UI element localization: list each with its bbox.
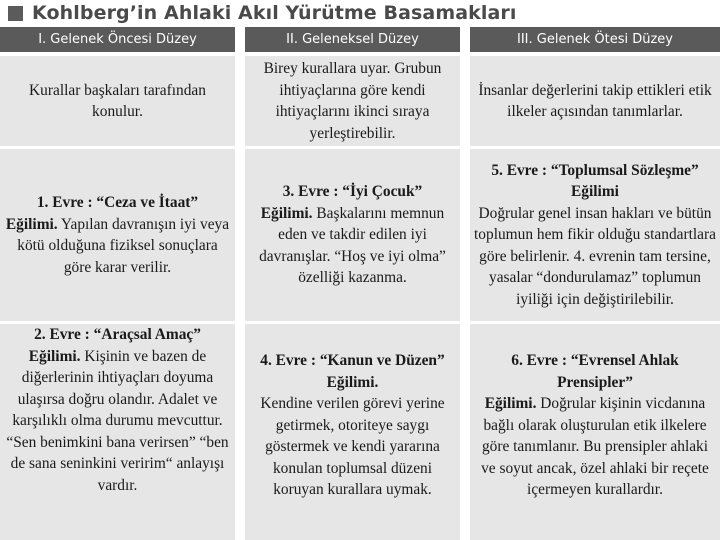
stage3-tendency: Eğilimi. [260, 204, 313, 222]
row1-postconventional-cell [470, 56, 720, 146]
stage3-text: Başkalarını memnun eden ve takdir edilen iyi davranışlar. “Hoş ve iyi olma” özelliği kazanma. [259, 204, 446, 287]
page-title: Kohlberg’in Ahlaki Akıl Yürütme Basamakları [32, 2, 517, 24]
stage1-cell [0, 149, 235, 321]
stage3-cell [245, 149, 460, 321]
stage2-description [4, 324, 231, 496]
stage1-tendency: Eğilimi. [5, 215, 58, 233]
stage1-text: Yapılan davranışın iyi veya kötü olduğuna fiziksel sonuçlara göre karar verilir. [17, 215, 230, 276]
stage5-description [474, 160, 716, 311]
stage3-heading: 3. Evre : “İyi Çocuk” [282, 183, 423, 201]
row1-conventional-cell [245, 56, 460, 146]
stage4-text: Kendine verilen görevi yerine getirmek, otoriteye saygı göstermek ve kendi yararına konulan toplumsal düzeni koruyan kurallara uymak. [260, 395, 445, 498]
stage4-cell [245, 324, 460, 540]
stage3-description [249, 181, 456, 289]
stage6-heading: 6. Evre : “Evrensel Ahlak Prensipler” [511, 352, 679, 391]
row1-c2-text: Birey kurallara uyar. Grubun ihtiyaçlarına göre kendi ihtiyaçlarını ikinci sıraya yerleştirebilir. [263, 60, 442, 142]
stage2-heading: 2. Evre : “Araçsal Amaç” [34, 326, 201, 343]
square-bullet-icon [8, 6, 23, 21]
header-postconventional: III. Gelenek Ötesi Düzey [470, 27, 720, 52]
stage6-text: Doğrular kişinin vicdanına bağlı olarak oluşturulan etik ilkelere göre tanımlanır. Bu prensipler ahlaki ve soyut ancak, özel ahlaki bir reçete içermeyen kurallardır. [481, 395, 709, 498]
stage1-description [4, 192, 231, 278]
row1-preconventional-cell [0, 56, 235, 146]
stages-table [0, 27, 720, 540]
stage4-description [249, 350, 456, 501]
stage2-text: Kişinin ve bazen de diğerlerinin ihtiyaçları doyuma ulaşırsa doğru olandır. Adalet ve karşılıklı olma durumu mevcuttur. “Sen benimkini bana verirsen” “ben de sana seninkini veririm“ anlayışı vardır. [6, 347, 229, 494]
stage6-cell [470, 324, 720, 540]
stage5-cell [470, 149, 720, 321]
stage6-tendency: Eğilimi. [484, 395, 537, 412]
stage5-text: Doğrular genel insan hakları ve bütün toplumun hem fikir olduğu standartlara göre belirlenir. 4. evrenin tam tersine, yasalar “dondurulamaz” toplumun iyiliği için değiştirilebilir. [474, 204, 716, 308]
stage2-tendency: Eğilimi. [28, 347, 81, 365]
header-preconventional: I. Gelenek Öncesi Düzey [0, 27, 235, 52]
header-conventional: II. Geleneksel Düzey [245, 27, 460, 52]
row1-c1-text: Kurallar başkaları tarafından konulur. [29, 81, 206, 120]
stage5-heading: 5. Evre : “Toplumsal Sözleşme” Eğilimi [491, 161, 699, 201]
stage2-cell [0, 324, 235, 540]
title-bar [0, 0, 720, 26]
row1-c3-text: İnsanlar değerlerini takip ettikleri etik ilkeler açısından tanımlarlar. [478, 81, 712, 120]
stage1-heading: 1. Evre : “Ceza ve İtaat” [36, 194, 199, 211]
stage6-description [474, 350, 716, 501]
stage4-heading: 4. Evre : “Kanun ve Düzen” Eğilimi. [260, 352, 445, 391]
